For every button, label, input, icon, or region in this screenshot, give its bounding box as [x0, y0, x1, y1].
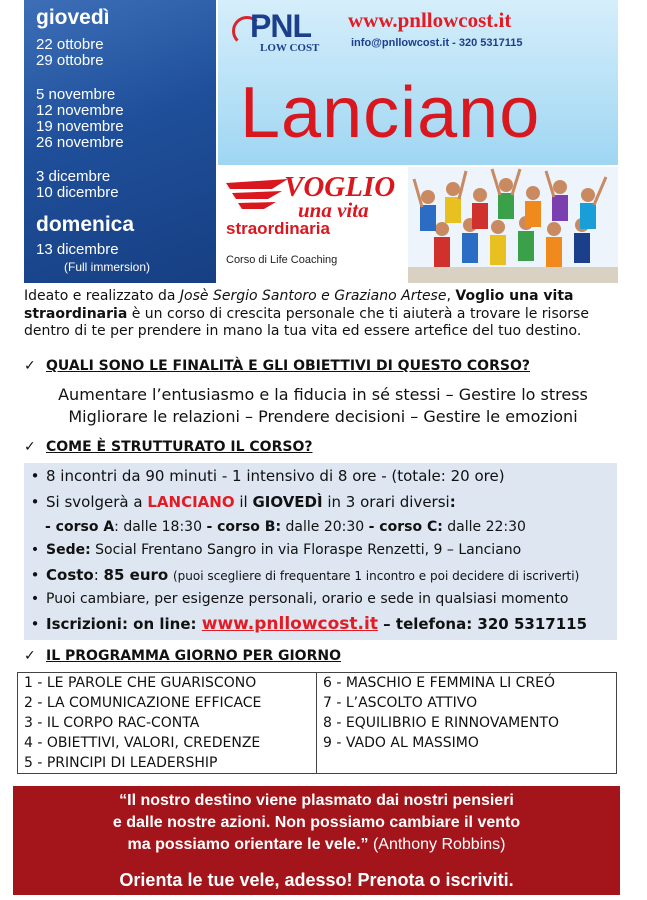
- schedule-date: 19 novembre: [36, 118, 124, 135]
- program-heading: [24, 648, 341, 664]
- pnl-logo: [232, 8, 327, 54]
- course-b-label: - corso B:: [206, 519, 282, 535]
- intro-course-title: Voglio una vita straordinaria: [24, 288, 574, 322]
- schedule-date: 26 novembre: [36, 134, 124, 151]
- detail-iscrizioni: [24, 614, 587, 634]
- bullet-icon: •: [30, 615, 40, 633]
- schedule-date: 3 dicembre: [36, 168, 111, 185]
- intro-text: ,: [446, 288, 456, 304]
- costo-label: Costo: [46, 566, 94, 584]
- program-heading-text: IL PROGRAMMA GIORNO PER GIORNO: [46, 648, 341, 664]
- course-a-label: - corso A: [45, 519, 115, 535]
- detail-text: Si svolgerà a: [46, 493, 148, 511]
- goals-heading: [24, 358, 530, 374]
- schedule-date: 12 novembre: [36, 102, 124, 119]
- contact-line: info@pnllowcost.it - 320 5317115: [351, 37, 523, 49]
- course-c-label: - corso C:: [368, 519, 443, 535]
- course-title-line2: una vita: [298, 198, 369, 222]
- goals-heading-text: QUALI SONO LE FINALITÀ E GLI OBIETTIVI DI QUESTO CORSO?: [46, 358, 530, 374]
- goals-line: Migliorare le relazioni – Prendere decisioni – Gestire le emozioni: [68, 407, 578, 426]
- schedule-date: 5 novembre: [36, 86, 116, 103]
- bullet-icon: •: [30, 566, 40, 584]
- website-link[interactable]: www.pnllowcost.it: [348, 8, 512, 32]
- course-banner: [218, 167, 618, 283]
- bullet-icon: •: [30, 591, 40, 607]
- sede-label: Sede:: [46, 542, 91, 558]
- schedule-panel: [24, 0, 216, 283]
- check-icon: ✓: [24, 648, 36, 664]
- logo-sub: LOW COST: [260, 42, 320, 54]
- program-table: [17, 672, 617, 774]
- call-to-action: Orienta le tue vele, adesso! Prenota o iscriviti.: [119, 870, 514, 890]
- schedule-date: 29 ottobre: [36, 52, 104, 69]
- program-item: 2 - LA COMUNICAZIONE EFFICACE: [24, 695, 262, 711]
- program-item: 1 - LE PAROLE CHE GUARISCONO: [24, 675, 257, 691]
- intro-text: è un corso di crescita personale che ti aiuterà a trovare le risorse dentro di te per prendere in mano la tua vita ed essere artefice del tuo destino.: [24, 305, 589, 339]
- detail-text: :: [93, 566, 104, 584]
- schedule-date: 22 ottobre: [36, 36, 104, 53]
- costo-value: 85 euro: [103, 566, 169, 584]
- schedule-day-thursday: giovedì: [36, 6, 110, 29]
- quote-line: “Il nostro destino viene plasmato dai nostri pensieri: [119, 792, 514, 809]
- quote-line-with-author: [13, 836, 620, 854]
- intro-text: Ideato e realizzato da: [24, 288, 180, 304]
- quote-line: e dalle nostre azioni. Non possiamo cambiare il vento: [112, 814, 521, 831]
- program-item: 3 - IL CORPO RAC-CONTA: [24, 715, 200, 731]
- detail-text: Puoi cambiare, per esigenze personali, orario e sede in qualsiasi momento: [46, 591, 569, 607]
- intro-authors: Josè Sergio Santoro e Graziano Artese: [179, 288, 447, 304]
- course-b-time: dalle 20:30: [281, 519, 369, 535]
- program-column-1: [18, 673, 317, 773]
- course-title-line3: straordinaria: [226, 219, 330, 238]
- course-title-line1: VOGLIO: [284, 171, 396, 203]
- structure-heading-text: COME È STRUTTURATO IL CORSO?: [46, 439, 313, 455]
- schedule-date: 10 dicembre: [36, 184, 119, 201]
- check-icon: ✓: [24, 439, 36, 455]
- brand-banner: [218, 0, 618, 165]
- intro-paragraph: [24, 288, 622, 341]
- quote-line: ma possiamo orientare le vele.”: [127, 836, 369, 853]
- bullet-icon: •: [30, 493, 40, 511]
- detail-day: GIOVEDÌ: [252, 493, 323, 511]
- program-item: 7 - L’ASCOLTO ATTIVO: [323, 695, 478, 711]
- course-a-time: : dalle 18:30: [114, 519, 207, 535]
- bullet-icon: •: [30, 467, 40, 485]
- schedule-note: (Full immersion): [64, 260, 151, 274]
- program-item: 8 - EQUILIBRIO E RINNOVAMENTO: [323, 715, 560, 731]
- detail-text: 8 incontri da 90 minuti - 1 intensivo di 8 ore - (totale: 20 ore): [46, 467, 505, 485]
- schedule-date: 13 dicembre: [36, 241, 119, 258]
- structure-heading: [24, 439, 312, 455]
- detail-sede: [24, 542, 521, 558]
- detail-text: il: [234, 493, 253, 511]
- quote-banner: [13, 786, 620, 895]
- sede-value: Social Frentano Sangro in via Floraspe Renzetti, 9 – Lanciano: [90, 542, 522, 558]
- iscrizioni-website-link[interactable]: www.pnllowcost.it: [201, 614, 378, 634]
- check-icon: ✓: [24, 358, 36, 374]
- program-item: 4 - OBIETTIVI, VALORI, CREDENZE: [24, 735, 261, 751]
- detail-course-times: [45, 519, 526, 535]
- detail-cambiare: [24, 591, 568, 607]
- goals-line: Aumentare l’entusiasmo e la fiducia in sé stessi – Gestire lo stress: [58, 385, 588, 404]
- logo-main: PNL: [250, 8, 311, 44]
- program-item: 5 - PRINCIPI DI LEADERSHIP: [24, 755, 218, 771]
- course-tagline: Corso di Life Coaching: [226, 254, 338, 266]
- program-item: 6 - MASCHIO E FEMMINA LI CREÓ: [323, 675, 556, 691]
- program-item: 9 - VADO AL MASSIMO: [323, 735, 479, 751]
- city-title: Lanciano: [240, 73, 541, 153]
- detail-city: LANCIANO: [147, 493, 235, 511]
- iscrizioni-label: Iscrizioni: on line:: [46, 615, 202, 633]
- program-column-2: [317, 673, 617, 773]
- schedule-day-sunday: domenica: [36, 213, 135, 236]
- quote-author: (Anthony Robbins): [368, 836, 506, 853]
- detail-text: in 3 orari diversi: [322, 493, 450, 511]
- detail-costo: [24, 566, 579, 584]
- cheering-crowd-photo: [408, 167, 618, 283]
- detail-text: :: [449, 493, 456, 511]
- iscrizioni-phone: – telefona: 320 5317115: [377, 615, 588, 633]
- bullet-icon: •: [30, 542, 40, 558]
- detail-incontri: [24, 467, 505, 485]
- costo-note: (puoi scegliere di frequentare 1 incontro e poi decidere di iscriverti): [172, 569, 580, 583]
- course-c-time: dalle 22:30: [442, 519, 526, 535]
- detail-location: [24, 493, 456, 511]
